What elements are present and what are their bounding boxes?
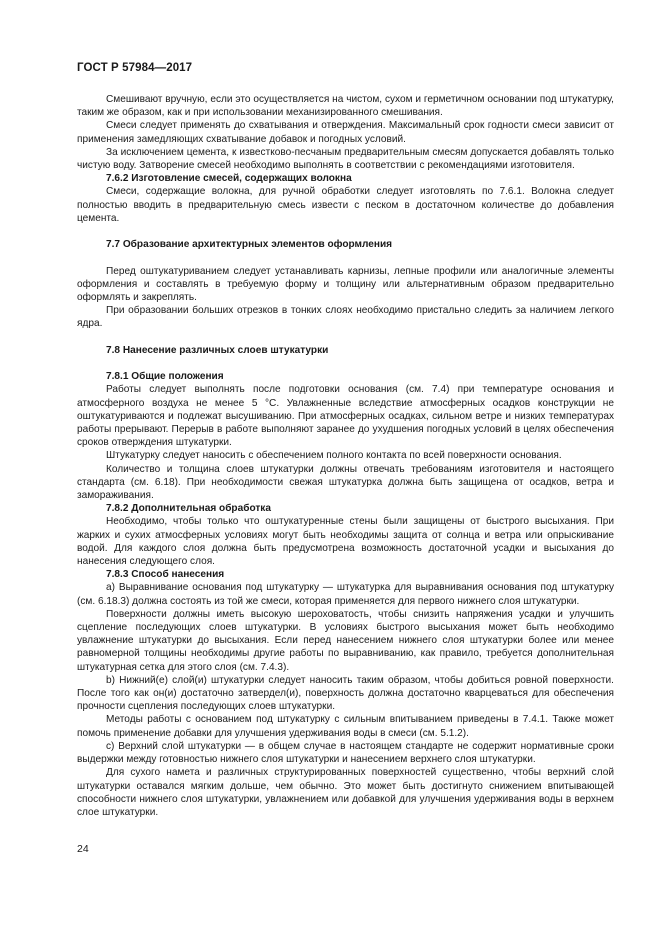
paragraph: Для сухого намета и различных структурированных поверхностей существенно, чтобы верхний слой штукатурки оставался мягким дольше, чем обычно. Это может быть достигнуто снижением впитывающей способности нижнего слоя штукатурки, увлажнением или добавкой для улучшения удерживания воды в верхнем слое штукатурки. — [77, 767, 614, 818]
section-heading: 7.8 Нанесение различных слоев штукатурки — [106, 344, 329, 356]
paragraph: Штукатурку следует наносить с обеспечением полного контакта по всей поверхности основания. — [106, 450, 562, 462]
paragraph: Необходимо, чтобы только что оштукатуренные стены были защищены от быстрого высыхания. При жарких и сухих атмосферных условиях могут быть необходимы защита от солнца и ветра или опрыскивание водой. Для каждого слоя должна быть предусмотрена возможность достаточной усадки и высыхания до нанесения следующего слоя. — [77, 516, 614, 568]
paragraph: Поверхности должны иметь высокую шероховатость, чтобы снизить напряжения усадки и улучшить сцепление последующих слоев штукатурки. В условиях быстрого высыхания может быть необходимо увлажнение штукатурки до высыхания. Если перед нанесением нижнего слоя штукатурки более или менее равномерной толщины необходимы другие работы по выравниванию, как правило, требуется дополнительная штукатурная сетка для этого слоя (см. 7.4.3). — [77, 608, 614, 673]
spacer — [77, 331, 614, 344]
document-body — [77, 93, 614, 819]
paragraph: Смешивают вручную, если это осуществляется на чистом, сухом и герметичном основании под штукатурку, таким же образом, как и при использовании механизированного смешивания. — [77, 94, 614, 119]
spacer — [77, 251, 614, 264]
paragraph: b) Нижний(е) слой(и) штукатурки следует наносить таким образом, чтобы добиться ровной поверхности. После того как он(и) достаточно затвердел(и), поверхность должна достаточно кварцеваться для обеспечения прочности сцепления последующих слоев штукатурки. — [77, 674, 614, 713]
paragraph: Перед оштукатуриванием следует устанавливать карнизы, лепные профили или аналогичные элементы оформления и составлять в требуемую форму и толщину или альтернативным образом предварительно оформлять и закреплять. — [77, 265, 614, 304]
paragraph: При образовании больших отрезков в тонких слоях необходимо пристально следить за наличием легкого ядра. — [77, 305, 614, 330]
paragraph: с) Верхний слой штукатурки — в общем случае в настоящем стандарте не содержит нормативные сроки выдержки между готовностью нижнего слоя штукатурки и нанесением верхнего слоя штукатурки. — [77, 740, 614, 766]
paragraph: Количество и толщина слоев штукатурки должны отвечать требованиям изготовителя и настоящего стандарта (см. 6.18). При необходимости свежая штукатурка должна быть защищена от осадков, ветра и замораживания. — [77, 463, 614, 502]
section-heading: 7.7 Образование архитектурных элементов оформления — [106, 239, 393, 251]
section-heading: 7.6.2 Изготовление смесей, содержащих волокна — [106, 173, 352, 185]
paragraph: Работы следует выполнять после подготовки основания (см. 7.4) при температуре основания и атмосферного воздуха не менее 5 °С. Увлажненные вследствие атмосферных осадков конструкции не оштукатуриваются и подлежат высушиванию. При атмосферных осадках, сильном ветре и низких температурах работы прерывают. Перерыв в работе выполняют заранее до ухудшения погодных условий в целях обеспечения сроков отверждения штукатурки. — [77, 384, 614, 449]
document-header: ГОСТ Р 57984—2017 — [77, 62, 193, 74]
spacer — [77, 357, 614, 370]
section-heading: 7.8.3 Способ нанесения — [106, 569, 225, 581]
paragraph: За исключением цемента, к известково-песчаным предварительным смесям допускается добавлять только чистую воду. Затворение смесей необходимо выполнять в соответствии с рекомендациями изготовителя. — [77, 146, 614, 172]
page-number: 24 — [77, 843, 89, 855]
paragraph: Смеси следует применять до схватывания и отверждения. Максимальный срок годности смеси зависит от применения замедляющих схватывание добавок и погодных условий. — [77, 120, 614, 145]
section-heading: 7.8.2 Дополнительная обработка — [106, 503, 271, 515]
spacer — [77, 225, 614, 238]
paragraph: Методы работы с основанием под штукатурку с сильным впитыванием приведены в 7.4.1. Также может помочь применение добавки для улучшения удерживания воды в смеси (см. 5.1.2). — [77, 714, 614, 739]
paragraph: Смеси, содержащие волокна, для ручной обработки следует изготовлять по 7.6.1. Волокна следует полностью вводить в предварительную смесь извести с песком в достаточном количестве до добавления цемента. — [77, 186, 614, 224]
section-heading: 7.8.1 Общие положения — [106, 371, 224, 383]
paragraph: а) Выравнивание основания под штукатурку — штукатурка для выравнивания основания под штукатурку (см. 6.18.3) должна состоять из той же смеси, которая применяется для первого нижнего слоя штукатурки. — [77, 582, 614, 607]
